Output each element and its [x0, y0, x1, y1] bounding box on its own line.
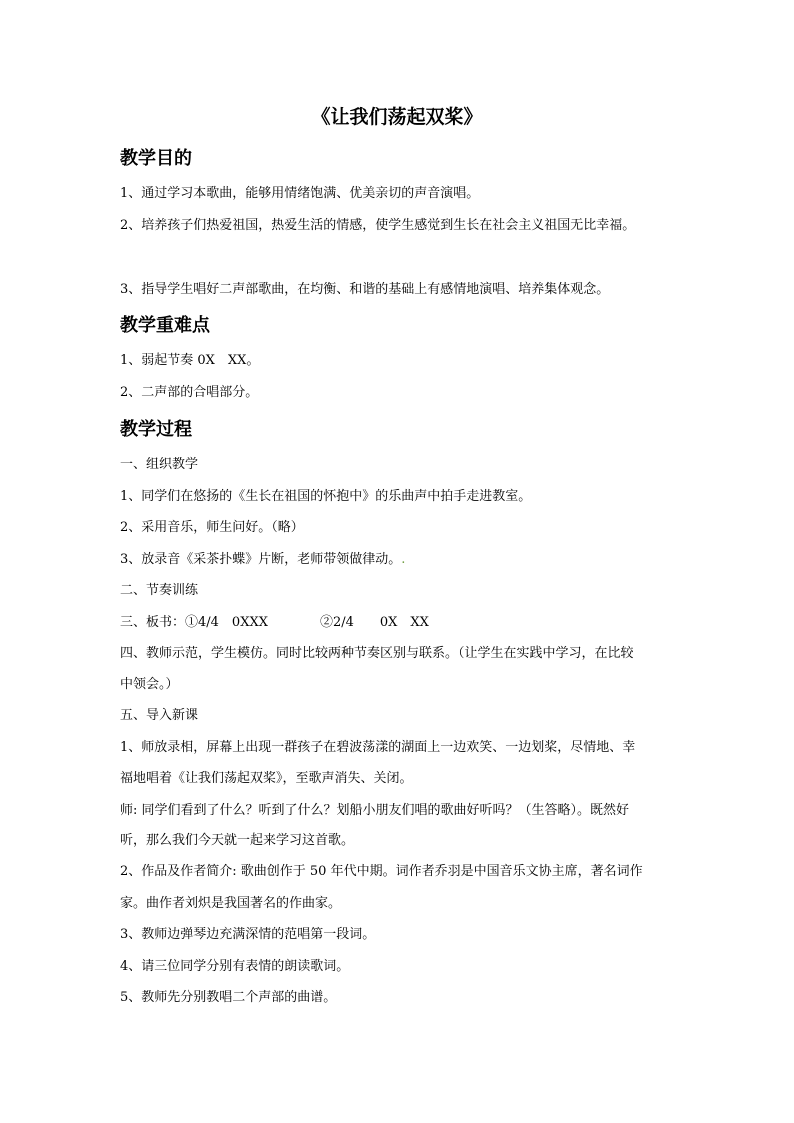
- key-point-item-2: 2、二声部的合唱部分。: [120, 385, 259, 400]
- process-line-9: 五、导入新课: [120, 708, 199, 723]
- heading-key-points: 教学重难点: [120, 315, 210, 336]
- heading-process: 教学过程: [120, 419, 192, 440]
- process-line-13: 听，那么我们今天就一起来学习这首歌。: [120, 833, 355, 848]
- process-line-5: 二、节奏训练: [120, 583, 199, 598]
- process-line-18: 5、教师先分别教唱二个声部的曲谱。: [120, 990, 337, 1005]
- trailing-mark: .: [401, 552, 406, 567]
- process-line-8: 中领会。）: [120, 677, 179, 692]
- process-line-4: 3、放录音《采茶扑蝶》片断，老师带领做律动。: [120, 552, 402, 567]
- process-line-17: 4、请三位同学分别有表情的朗读歌词。: [120, 959, 350, 974]
- process-line-11: 福地唱着《让我们荡起双桨》，至歌声消失、关闭。: [120, 771, 413, 786]
- goal-item-1: 1、通过学习本歌曲，能够用情绪饱满、优美亲切的声音演唱。: [120, 186, 480, 201]
- heading-goals: 教学目的: [120, 148, 192, 169]
- goal-item-3: 3、指导学生唱好二声部歌曲，在均衡、和谐的基础上有感情地演唱、培养集体观念。: [120, 282, 610, 297]
- process-line-14: 2、作品及作者简介: 歌曲创作于 50 年代中期。词作者乔羽是中国音乐文协主席，著名词作: [120, 864, 643, 879]
- process-line-16: 3、教师边弹琴边充满深情的范唱第一段词。: [120, 927, 376, 942]
- document-title: 《让我们荡起双桨》: [311, 106, 483, 128]
- process-line-12: 师: 同学们看到了什么？听到了什么？划船小朋友们唱的歌曲好听吗？（生答略）。既然好: [120, 803, 630, 818]
- process-line-10: 1、师放录相，屏幕上出现一群孩子在碧波荡漾的湖面上一边欢笑、一边划桨，尽情地、幸: [120, 740, 636, 755]
- key-point-item-1: 1、弱起节奏 0X XX。: [120, 353, 260, 368]
- process-line-6: 三、板书：①4/4 0XXX ②2/4 0X XX: [120, 615, 429, 630]
- process-line-2: 1、同学们在悠扬的《生长在祖国的怀抱中》的乐曲声中拍手走进教室。: [120, 489, 532, 504]
- process-line-3: 2、采用音乐，师生问好。（略）: [120, 520, 304, 535]
- process-line-1: 一、组织教学: [120, 457, 199, 472]
- process-line-15: 家。曲作者刘炽是我国著名的作曲家。: [120, 896, 342, 911]
- goal-item-2: 2、培养孩子们热爱祖国，热爱生活的情感，使学生感觉到生长在社会主义祖国无比幸福。: [120, 218, 636, 233]
- process-line-7: 四、教师示范，学生模仿。同时比较两种节奏区别与联系。（让学生在实践中学习，在比较: [120, 646, 634, 661]
- process-line-4-wrap: [120, 550, 680, 570]
